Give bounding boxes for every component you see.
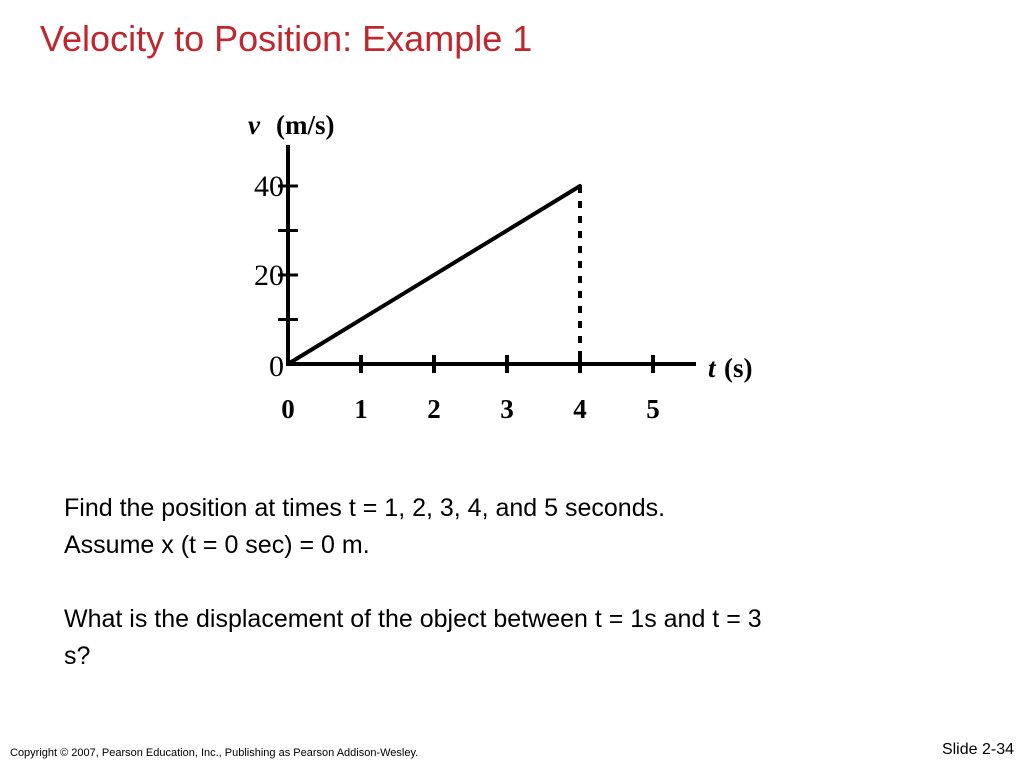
velocity-time-chart [220, 100, 780, 440]
copyright-footer: Copyright © 2007, Pearson Education, Inc., Publishing as Pearson Addison-Wesley. [10, 747, 419, 759]
x-tick-label: 3 [500, 394, 514, 424]
x-tick-label: 1 [354, 394, 368, 424]
y-tick-label: 20 [254, 259, 284, 292]
y-tick-label: 0 [269, 350, 284, 383]
slide-number: Slide 2-34 [941, 741, 1014, 758]
x-tick-label: 2 [427, 394, 441, 424]
y-axis-label-unit: (m/s) [276, 110, 335, 140]
y-tick-label: 40 [254, 170, 284, 203]
x-tick-label: 5 [646, 394, 660, 424]
slide-title: Velocity to Position: Example 1 [40, 18, 533, 59]
velocity-line [288, 186, 580, 364]
x-axis-label-var: t [708, 353, 716, 383]
slide-body [64, 490, 944, 675]
y-axis-label-var: v [248, 110, 260, 140]
question-line-4: s? [64, 642, 91, 670]
paragraph-gap [64, 564, 944, 601]
x-tick-label: 4 [573, 394, 587, 424]
question-line-3: What is the displacement of the object between t = 1s and t = 3 [64, 605, 762, 633]
x-tick-label: 0 [281, 394, 295, 424]
question-line-2: Assume x (t = 0 sec) = 0 m. [64, 531, 370, 559]
x-axis-label-unit: (s) [724, 353, 753, 383]
question-line-1: Find the position at times t = 1, 2, 3, 4, and 5 seconds. [64, 494, 666, 522]
